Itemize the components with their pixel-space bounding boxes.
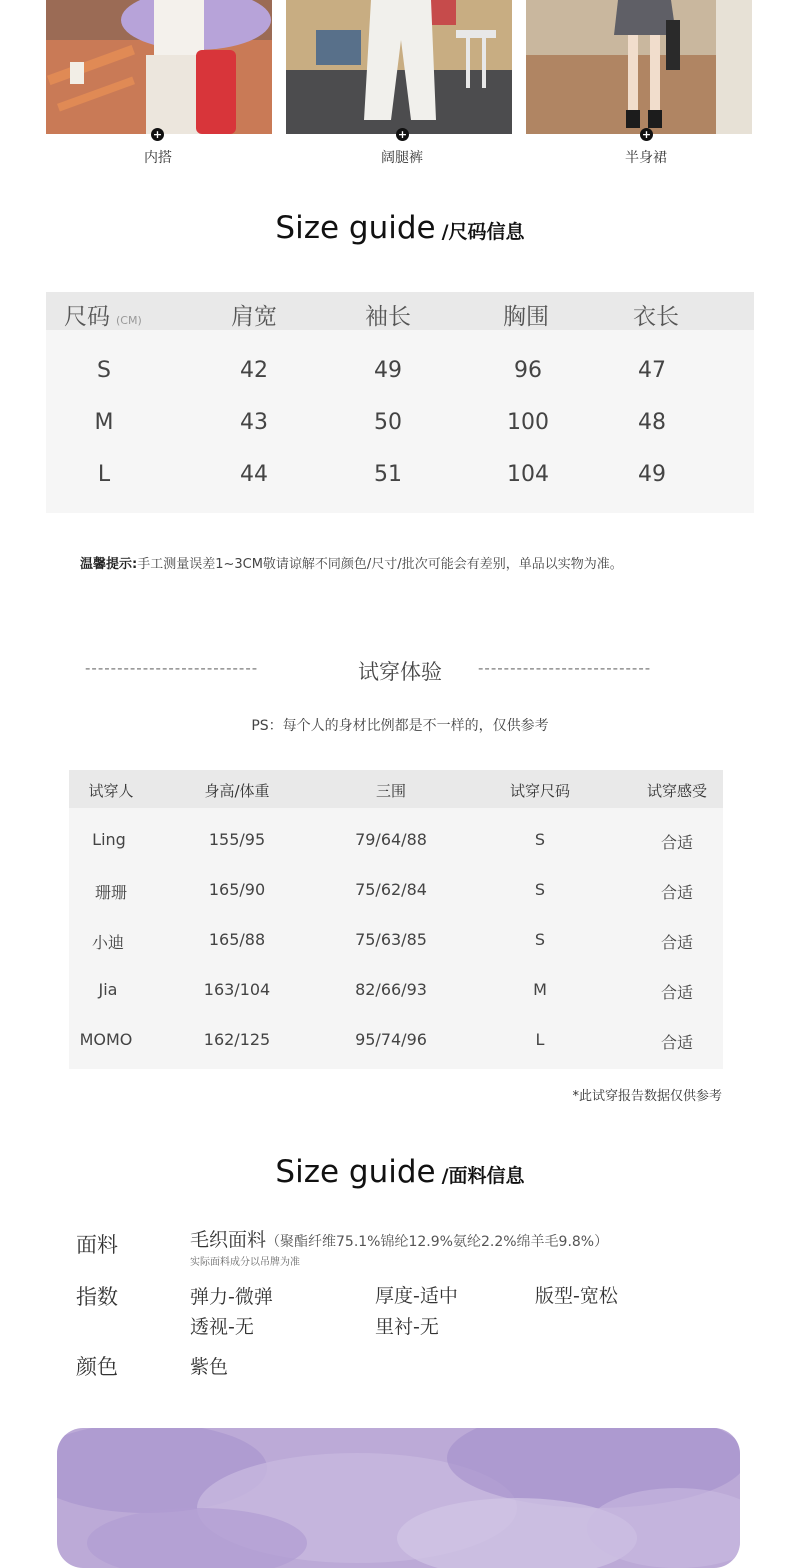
color-value: 紫色 (190, 1356, 229, 1378)
try-cell: MOMO (79, 1030, 133, 1049)
try-header-cell: 试穿感受 (646, 782, 707, 800)
size-cell: 51 (374, 462, 402, 487)
size-guide-heading: Size guide (275, 210, 436, 246)
size-cell: 44 (240, 462, 268, 487)
material-detail: （聚酯纤维75.1%锦纶12.9%氨纶2.2%绵羊毛9.8%） (266, 1234, 609, 1250)
size-cell: 48 (638, 410, 666, 435)
size-cell: 100 (507, 410, 549, 435)
add-icon[interactable]: + (641, 128, 652, 141)
try-cell: S (534, 930, 546, 949)
divider-right: --------------------------- (478, 659, 652, 677)
size-cell: 50 (374, 410, 402, 435)
color-label: 颜色 (76, 1355, 118, 1379)
tip-label: 温馨提示: (80, 557, 138, 572)
outfit-photo-pants (286, 0, 512, 134)
index-label: 指数 (76, 1285, 118, 1309)
try-cell: Jia (98, 980, 118, 999)
try-header-cell: 身高/体重 (204, 782, 270, 800)
thickness-value: 厚度-适中 (375, 1285, 458, 1307)
outfit-photo-top (46, 0, 272, 134)
try-cell: 165/88 (208, 930, 266, 949)
try-cell: Ling (92, 830, 126, 849)
size-guide-title (0, 210, 800, 246)
size-header-cell: 胸围 (503, 304, 549, 330)
elasticity-value: 弹力-微弹 (190, 1286, 273, 1308)
try-cell: 珊珊 (94, 883, 127, 902)
size-cell: L (97, 462, 111, 487)
size-cell: 49 (638, 462, 666, 487)
size-guide-subtitle: /尺码信息 (441, 221, 525, 243)
try-cell: 75/62/84 (355, 880, 427, 899)
try-cell: 75/63/85 (355, 930, 427, 949)
try-cell: 合适 (660, 883, 693, 902)
size-cell: 42 (240, 358, 268, 383)
size-table-header (46, 292, 754, 330)
try-cell: 162/125 (203, 1030, 271, 1049)
try-cell: S (534, 880, 546, 899)
try-cell: S (534, 830, 546, 849)
try-cell: 165/90 (208, 880, 266, 899)
try-cell: M (533, 980, 547, 999)
transparency-value: 透视-无 (190, 1316, 254, 1338)
size-cell: M (94, 410, 114, 435)
outfit-caption: 半身裙 (625, 150, 667, 166)
try-cell: 合适 (660, 933, 693, 952)
material-main: 毛织面料 (190, 1229, 267, 1251)
fabric-subtitle: /面料信息 (441, 1165, 525, 1187)
outfit-caption: 阔腿裤 (381, 150, 423, 166)
try-cell: 95/74/96 (355, 1030, 427, 1049)
size-cell: 43 (240, 410, 268, 435)
fabric-title (0, 1154, 800, 1190)
try-on-header (69, 770, 723, 808)
tip-text: 手工测量误差1~3CM敬请谅解不同颜色/尺寸/批次可能会有差别，单品以实物为准。 (137, 557, 623, 572)
material-value (190, 1225, 608, 1252)
try-on-disclaimer: *此试穿报告数据仅供参考 (572, 1089, 722, 1104)
try-cell: 163/104 (203, 980, 271, 999)
size-cell: 47 (638, 358, 666, 383)
divider-left: --------------------------- (85, 659, 259, 677)
measurement-tip (80, 553, 623, 572)
material-label: 面料 (76, 1233, 118, 1257)
try-header-cell: 试穿尺码 (509, 782, 570, 800)
outfit-caption: 内搭 (144, 150, 172, 166)
try-on-note: PS：每个人的身材比例都是不一样的，仅供参考 (251, 718, 549, 734)
try-on-table (69, 770, 723, 1069)
try-cell: 合适 (660, 833, 693, 852)
try-cell: 小迪 (91, 933, 124, 952)
fabric-heading: Size guide (275, 1154, 436, 1190)
try-cell: 155/95 (208, 830, 266, 849)
try-cell: 82/66/93 (355, 980, 427, 999)
add-icon[interactable]: + (397, 128, 408, 141)
size-header-cell: 肩宽 (231, 304, 277, 330)
size-cell: 104 (507, 462, 549, 487)
fit-value: 版型-宽松 (535, 1285, 618, 1307)
fabric-swatch-image (57, 1428, 740, 1568)
size-cell: 49 (374, 358, 402, 383)
size-header-cell: 尺码 (CM) (64, 304, 142, 330)
size-cell: S (97, 358, 111, 383)
size-header-cell: 袖长 (365, 304, 411, 330)
lining-value: 里衬-无 (375, 1316, 439, 1338)
try-on-title: 试穿体验 (358, 660, 442, 684)
try-cell: 合适 (660, 983, 693, 1002)
try-cell: 79/64/88 (355, 830, 427, 849)
try-cell: L (535, 1030, 545, 1049)
size-header-cell: 衣长 (633, 304, 679, 330)
outfit-photo-skirt (526, 0, 752, 134)
try-header-cell: 试穿人 (88, 782, 134, 800)
add-icon[interactable]: + (152, 128, 163, 141)
size-cell: 96 (514, 358, 542, 383)
try-cell: 合适 (660, 1033, 693, 1052)
size-table (46, 292, 754, 513)
try-header-cell: 三围 (375, 782, 406, 800)
material-note: 实际面料成分以吊牌为准 (190, 1257, 300, 1268)
